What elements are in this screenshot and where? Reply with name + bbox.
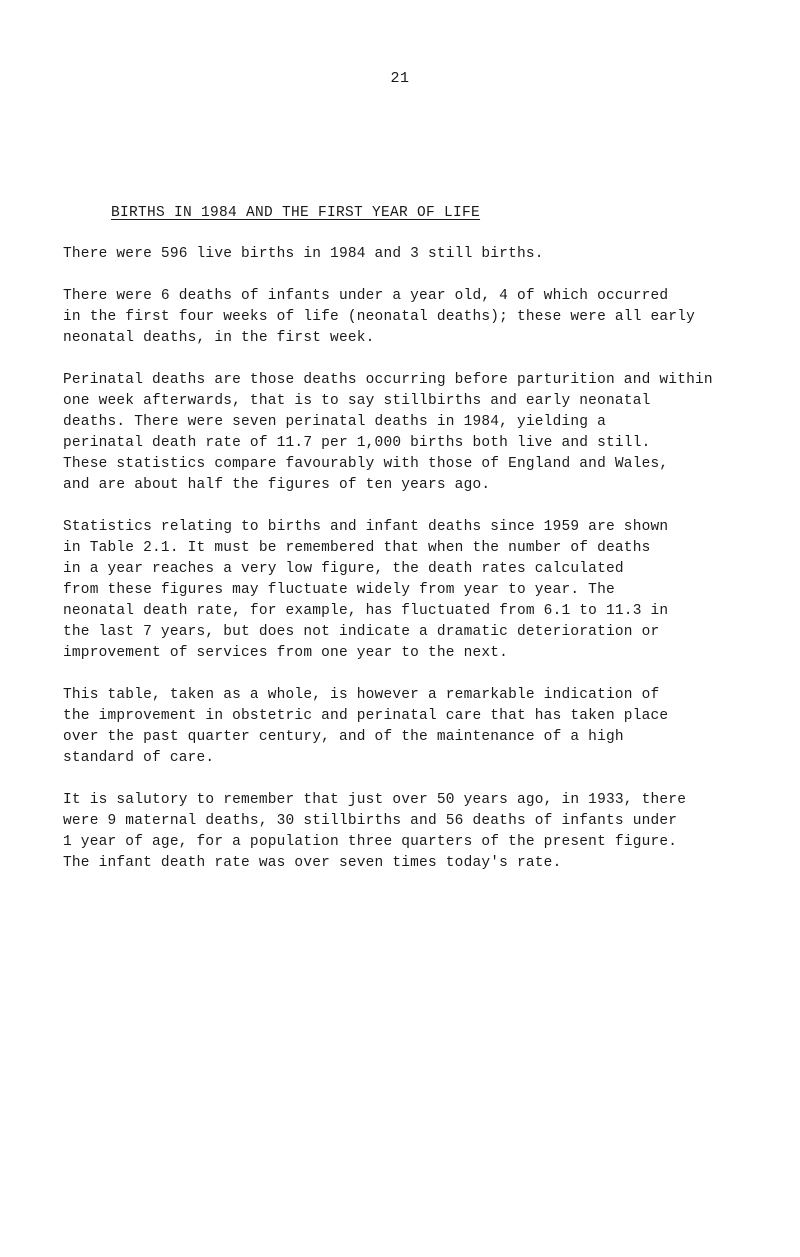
text-line: from these figures may fluctuate widely from year to year. The (63, 582, 615, 598)
text-line: perinatal death rate of 11.7 per 1,000 births both live and still. (63, 435, 651, 451)
paragraph-historical (63, 790, 793, 874)
text-line: improvement of services from one year to the next. (63, 645, 509, 661)
text-line: There were 6 deaths of infants under a year old, 4 of which occurred (63, 288, 669, 304)
text-line: in Table 2.1. It must be remembered that when the number of deaths (63, 540, 651, 556)
text-line: standard of care. (63, 750, 215, 766)
text-line: in a year reaches a very low figure, the death rates calculated (63, 561, 624, 577)
text-line: the last 7 years, but does not indicate a dramatic deterioration or (63, 624, 660, 640)
text-line: neonatal death rate, for example, has fluctuated from 6.1 to 11.3 in (63, 603, 669, 619)
paragraph-perinatal-deaths (63, 370, 793, 496)
text-line: It is salutory to remember that just over 50 years ago, in 1933, there (63, 792, 687, 808)
text-line: The infant death rate was over seven times today's rate. (63, 855, 562, 871)
text-line: Perinatal deaths are those deaths occurring before parturition and within (63, 372, 713, 388)
text-line: There were 596 live births in 1984 and 3 still births. (63, 246, 544, 262)
paragraph-infant-deaths (63, 286, 793, 349)
paragraph-statistics (63, 517, 793, 664)
text-line: the improvement in obstetric and perinatal care that has taken place (63, 708, 669, 724)
text-line: Statistics relating to births and infant deaths since 1959 are shown (63, 519, 669, 535)
text-line: and are about half the figures of ten years ago. (63, 477, 491, 493)
section-heading: BIRTHS IN 1984 AND THE FIRST YEAR OF LIFE (111, 205, 481, 221)
paragraph-live-births (63, 244, 793, 265)
text-line: deaths. There were seven perinatal deaths in 1984, yielding a (63, 414, 606, 430)
text-line: 1 year of age, for a population three quarters of the present figure. (63, 834, 678, 850)
text-line: over the past quarter century, and of the maintenance of a high (63, 729, 624, 745)
text-line: These statistics compare favourably with those of England and Wales, (63, 456, 669, 472)
document-body (63, 244, 793, 895)
text-line: in the first four weeks of life (neonatal deaths); these were all early (63, 309, 696, 325)
text-line: one week afterwards, that is to say stillbirths and early neonatal (63, 393, 651, 409)
paragraph-improvement (63, 685, 793, 769)
text-line: were 9 maternal deaths, 30 stillbirths and 56 deaths of infants under (63, 813, 678, 829)
page-number: 21 (390, 70, 410, 87)
text-line: neonatal deaths, in the first week. (63, 330, 375, 346)
text-line: This table, taken as a whole, is however a remarkable indication of (63, 687, 660, 703)
